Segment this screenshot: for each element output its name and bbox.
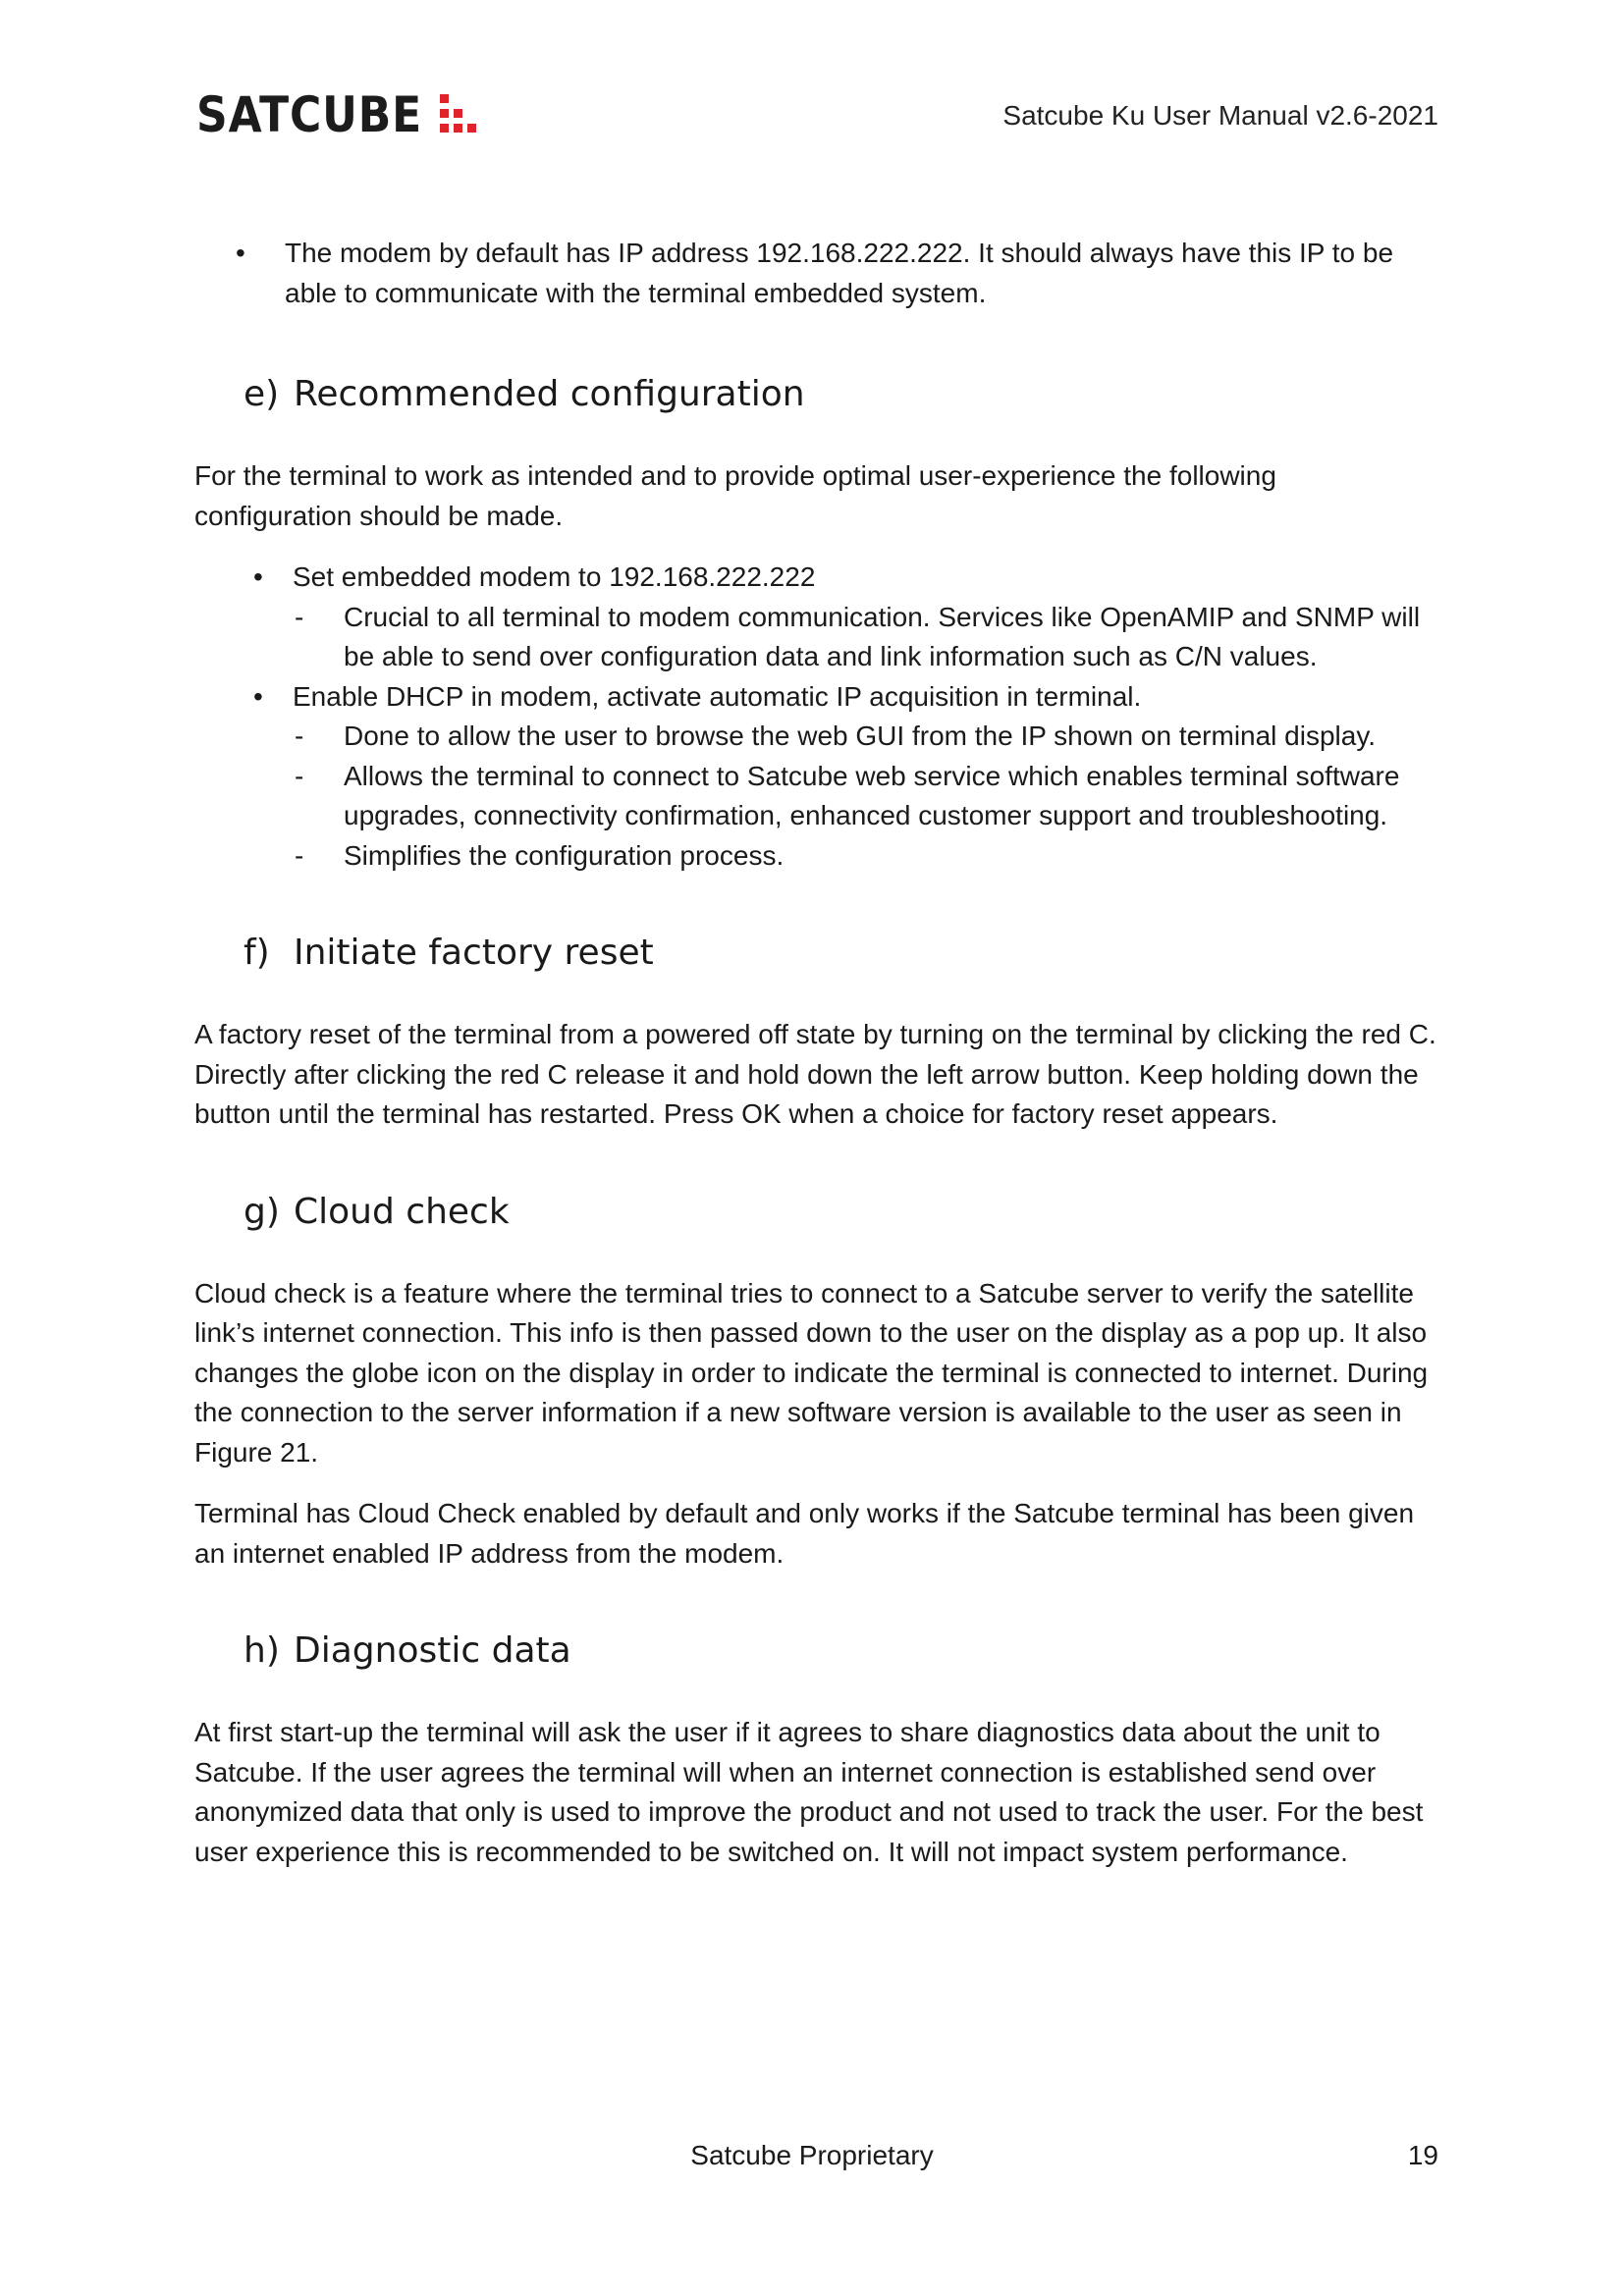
paragraph: For the terminal to work as intended and to provide optimal user-experience the following configuration should be made. — [194, 460, 1276, 531]
sub-list-item-text: Simplifies the configuration process. — [344, 839, 785, 871]
sub-list-item-text: Crucial to all terminal to modem communication. Services like OpenAMIP and SNMP will be able to send over configuration data and link information such as C/N values. — [344, 601, 1421, 671]
bullet-icon: • — [253, 561, 263, 592]
section-number: e) — [244, 374, 280, 414]
list-item-text: Set embedded modem to 192.168.222.222 — [293, 561, 816, 592]
section-heading-e — [194, 372, 1439, 417]
paragraph: At first start-up the terminal will ask the user if it agrees to share diagnostics data about the unit to Satcube. If the user agrees the terminal will when an internet connection is established send over anonymized data that only is used to improve the product and not used to track the user. For the best user experience this is recommended to be switched on. It will not impact system performance. — [194, 1717, 1424, 1867]
main-content — [194, 234, 1439, 1872]
sub-list-item-text: Allows the terminal to connect to Satcube web service which enables terminal software upgrades, connectivity confirmation, enhanced customer support and troubleshooting. — [344, 760, 1400, 830]
dash-icon: - — [295, 839, 304, 871]
section-title: Cloud check — [294, 1191, 510, 1232]
list-item-text: Enable DHCP in modem, activate automatic IP acquisition in terminal. — [293, 680, 1142, 712]
logo-dots-icon — [440, 92, 485, 137]
list-item — [194, 677, 1439, 718]
footer-proprietary: Satcube Proprietary — [690, 2140, 934, 2170]
bullet-icon: • — [236, 238, 245, 268]
section-heading-h — [194, 1629, 1439, 1674]
intro-bullet-text: The modem by default has IP address 192.168.222.222. It should always have this IP to be able to communicate with the terminal embedded system. — [285, 238, 1394, 308]
bullet-icon: • — [253, 680, 263, 712]
section-title: Diagnostic data — [294, 1630, 571, 1671]
page-number: 19 — [1407, 2140, 1438, 2170]
paragraph: Cloud check is a feature where the terminal tries to connect to a Satcube server to verify the satellite link’s internet connection. This info is then passed down to the user on the display as a pop up. It also changes the globe icon on the display in order to indicate the terminal is connected to internet. During the connection to the server information if a new software version is available to the user as seen in Figure 21. — [194, 1277, 1429, 1468]
section-heading-f — [194, 931, 1439, 976]
section-number: g) — [244, 1191, 280, 1232]
section-number: f) — [244, 933, 270, 973]
sub-list-item — [194, 717, 1439, 757]
sub-list-item-text: Done to allow the user to browse the web GUI from the IP shown on terminal display. — [344, 721, 1377, 751]
sub-list-item — [194, 836, 1439, 877]
dash-icon: - — [295, 760, 304, 791]
intro-bullet — [194, 234, 1439, 313]
section-number: h) — [244, 1630, 280, 1671]
section-title: Initiate factory reset — [294, 933, 654, 973]
paragraph: A factory reset of the terminal from a powered off state by turning on the terminal by clicking the red C. Directly after clicking the red C release it and hold down the left arrow button. Keep holding down the button until the terminal has restarted. Press OK when a choice for factory reset appears. — [194, 1019, 1436, 1129]
paragraph: Terminal has Cloud Check enabled by default and only works if the Satcube terminal has been given an internet enabled IP address from the modem. — [194, 1498, 1415, 1569]
sub-list-item — [194, 598, 1439, 677]
logo-text: SATCUBE — [196, 86, 423, 143]
sub-list-item — [194, 757, 1439, 836]
list-item — [194, 558, 1439, 598]
dash-icon: - — [295, 721, 304, 751]
section-heading-g — [194, 1190, 1439, 1235]
dash-icon: - — [295, 601, 304, 632]
section-title: Recommended configuration — [294, 374, 805, 414]
satcube-logo — [196, 86, 485, 143]
config-list — [194, 558, 1439, 876]
document-title: Satcube Ku User Manual v2.6-2021 — [1002, 100, 1438, 131]
